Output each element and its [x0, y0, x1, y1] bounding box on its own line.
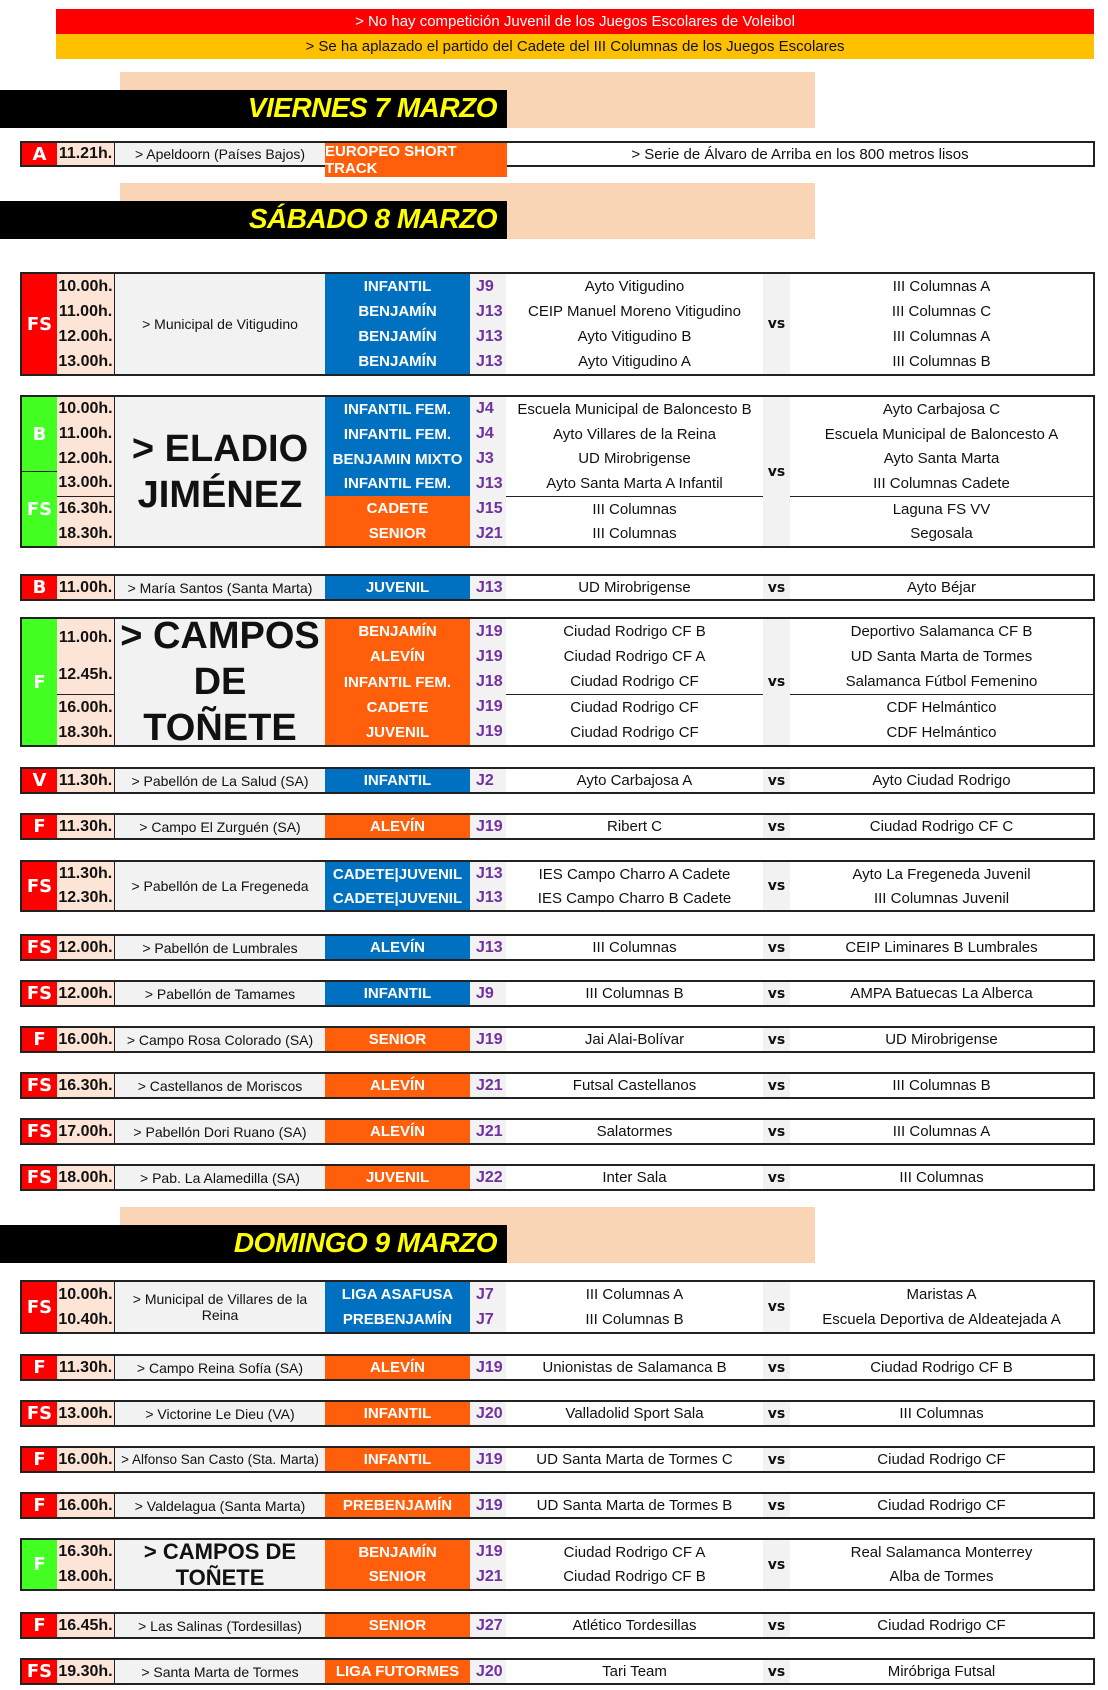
- sport-badge-voleibol: V: [22, 769, 57, 792]
- time-cell: 16.00h.: [57, 1028, 115, 1051]
- away-team-cell: III Columnas A: [892, 1123, 991, 1140]
- event-pabellon-la-salud: [20, 767, 1095, 794]
- time-cell: 10.00h. 11.00h. 12.00h. 13.00h. 16.30h. 18.30h.: [57, 397, 115, 546]
- away-team-cell: Ayto Carbajosa C Escuela Municipal de Baloncesto A Ayto Santa Marta III Columnas Cadete Laguna FS VV Segosala: [790, 397, 1093, 546]
- category-cell: SENIOR: [325, 1028, 470, 1051]
- venue-cell: > María Santos (Santa Marta): [115, 576, 325, 599]
- vs-label: vs: [763, 862, 790, 910]
- away-team-cell: III Columnas B: [892, 1077, 991, 1094]
- venue-cell: > Municipal de Vitigudino: [115, 274, 325, 374]
- jornada-cell: J19 J21: [470, 1540, 506, 1589]
- sport-badge-baloncesto: B: [22, 576, 57, 599]
- away-team-cell: Real Salamanca Monterrey Alba de Tormes: [850, 1543, 1033, 1586]
- category-cell: JUVENIL: [325, 576, 470, 599]
- event-campo-el-zurguen: [20, 813, 1095, 840]
- jornada-cell: J19 J19 J18 J19 J19: [470, 619, 506, 745]
- sport-badge-futbol: F: [22, 1028, 57, 1051]
- home-team-cell: Ribert C: [606, 818, 662, 835]
- time-cell: 12.00h.: [57, 936, 115, 959]
- sport-badge-futbol-sala: FS: [22, 1402, 57, 1425]
- day-title: DOMINGO 9 MARZO: [233, 1227, 497, 1258]
- category-cell: INFANTIL FEM. INFANTIL FEM. BENJAMIN MIXTO INFANTIL FEM. CADETE SENIOR: [325, 397, 470, 546]
- sport-badge-futbol: F: [22, 1494, 57, 1517]
- home-team-cell: Inter Sala: [602, 1169, 667, 1186]
- event-description: > Serie de Álvaro de Arriba en los 800 metros lisos: [631, 145, 969, 163]
- event-group-eladio-jimenez: [20, 395, 1095, 548]
- home-team-cell: Futsal Castellanos: [572, 1077, 697, 1094]
- home-team-cell: Ciudad Rodrigo CF B Ciudad Rodrigo CF A Ciudad Rodrigo CF Ciudad Rodrigo CF Ciudad Rodrigo CF: [506, 619, 763, 745]
- category-cell: ALEVÍN: [325, 1074, 470, 1097]
- venue-cell: > Santa Marta de Tormes: [115, 1660, 325, 1683]
- away-team-cell: III Columnas: [899, 1169, 984, 1186]
- time-cell: 11.30h.: [57, 1356, 115, 1379]
- home-team-cell: Unionistas de Salamanca B: [542, 1359, 727, 1376]
- event-campo-reina-sofia: [20, 1354, 1095, 1381]
- day-header-sabado: [0, 183, 820, 259]
- category-cell: INFANTIL: [325, 982, 470, 1005]
- jornada-cell: J13: [470, 936, 506, 959]
- vs-label: vs: [763, 1540, 790, 1589]
- category-cell: ALEVÍN: [325, 815, 470, 838]
- jornada-cell: J19: [470, 1356, 506, 1379]
- category-cell: SENIOR: [325, 1614, 470, 1637]
- home-team-cell: Atlético Tordesillas: [572, 1617, 697, 1634]
- vs-label: vs: [763, 397, 790, 546]
- home-team-cell: Ayto Carbajosa A: [576, 772, 693, 789]
- jornada-cell: J22: [470, 1166, 506, 1189]
- venue-cell: > Campo El Zurguén (SA): [115, 815, 325, 838]
- sport-badge-futbol: F: [22, 1356, 57, 1379]
- venue-cell: > Pabellón Dori Ruano (SA): [115, 1120, 325, 1143]
- vs-label: vs: [763, 1448, 790, 1471]
- jornada-cell: J9: [470, 982, 506, 1005]
- jornada-cell: J19: [470, 1028, 506, 1051]
- away-team-cell: CEIP Liminares B Lumbrales: [845, 939, 1038, 956]
- time-cell: 11.00h. 12.45h. 16.00h. 18.30h.: [57, 619, 115, 745]
- jornada-cell: J4 J4 J3 J13 J15 J21: [470, 397, 506, 546]
- time-cell: 10.00h. 11.00h. 12.00h. 13.00h.: [57, 274, 115, 374]
- time-cell: 11.30h.: [57, 769, 115, 792]
- home-team-cell: IES Campo Charro A Cadete IES Campo Charro B Cadete: [537, 865, 732, 907]
- notice-voleibol: > No hay competición Juvenil de los Juegos Escolares de Voleibol: [56, 9, 1094, 34]
- venue-cell: > Pabellón de Tamames: [115, 982, 325, 1005]
- jornada-cell: J7 J7: [470, 1282, 506, 1332]
- venue-cell: > Castellanos de Moriscos: [115, 1074, 325, 1097]
- event-europeo-short-track: [20, 141, 1095, 177]
- away-team-cell: Maristas A Escuela Deportiva de Aldeatejada A: [822, 1286, 1061, 1328]
- away-team-cell: Deportivo Salamanca CF B UD Santa Marta de Tormes Salamanca Fútbol Femenino CDF Helmántico CDF Helmántico: [790, 619, 1093, 745]
- home-team-cell: III Columnas A III Columnas B: [585, 1286, 684, 1328]
- day-header-viernes: [0, 72, 820, 148]
- event-pab-la-alamedilla: [20, 1164, 1095, 1191]
- jornada-cell: J2: [470, 769, 506, 792]
- home-team-cell: Salatormes: [596, 1123, 673, 1140]
- category-cell: LIGA ASAFUSA PREBENJAMÍN: [325, 1282, 470, 1332]
- sport-badge-futbol: F: [22, 1540, 57, 1589]
- sport-badge-futbol: F: [22, 815, 57, 838]
- venue-cell: > Victorine Le Dieu (VA): [115, 1402, 325, 1425]
- away-team-cell: Ciudad Rodrigo CF: [877, 1617, 1006, 1634]
- event-pabellon-tamames: [20, 980, 1095, 1007]
- time-cell: 13.00h.: [57, 1402, 115, 1425]
- day-header-label-box: [0, 1225, 507, 1263]
- home-team-cell: III Columnas B: [585, 985, 684, 1002]
- vs-label: vs: [763, 576, 790, 599]
- time-cell: 19.30h.: [57, 1660, 115, 1683]
- venue-cell: > Pabellón de Lumbrales: [115, 936, 325, 959]
- day-title: SÁBADO 8 MARZO: [248, 203, 497, 234]
- home-team-cell: Ciudad Rodrigo CF A Ciudad Rodrigo CF B: [563, 1543, 706, 1586]
- category-cell: INFANTIL BENJAMÍN BENJAMÍN BENJAMÍN: [325, 274, 470, 374]
- home-team-cell: UD Santa Marta de Tormes C: [536, 1451, 733, 1468]
- event-group-campos-tonete-domingo: [20, 1538, 1095, 1591]
- jornada-cell: J19: [470, 1448, 506, 1471]
- vs-label: vs: [763, 769, 790, 792]
- venue-cell: > Campo Reina Sofía (SA): [115, 1356, 325, 1379]
- jornada-cell: J20: [470, 1660, 506, 1683]
- away-team-cell: Ciudad Rodrigo CF C: [869, 818, 1014, 835]
- venue-cell: > CAMPOS DE TOÑETE: [115, 619, 325, 745]
- vs-label: vs: [763, 1660, 790, 1683]
- away-team-cell: Ciudad Rodrigo CF: [877, 1497, 1006, 1514]
- jornada-cell: J13: [470, 576, 506, 599]
- jornada-cell: J19: [470, 1494, 506, 1517]
- event-group-campos-tonete: [20, 617, 1095, 747]
- category-cell: LIGA FUTORMES: [325, 1660, 470, 1683]
- sport-badge-futbol: F: [22, 619, 57, 745]
- day-header-label-box: [0, 90, 507, 128]
- vs-label: vs: [763, 1120, 790, 1143]
- vs-label: vs: [763, 936, 790, 959]
- venue-cell: > Pab. La Alamedilla (SA): [115, 1166, 325, 1189]
- event-group-villares-de-la-reina: [20, 1280, 1095, 1334]
- event-group-la-fregeneda: [20, 860, 1095, 912]
- jornada-cell: J13 J13: [470, 862, 506, 910]
- venue-cell: > ELADIO JIMÉNEZ: [115, 397, 325, 546]
- category-cell: INFANTIL: [325, 769, 470, 792]
- time-cell: 18.00h.: [57, 1166, 115, 1189]
- venue-cell: > Valdelagua (Santa Marta): [115, 1494, 325, 1517]
- time-cell: 16.00h.: [57, 1494, 115, 1517]
- home-team-cell: III Columnas: [592, 939, 677, 956]
- venue-cell: > Municipal de Villares de la Reina: [115, 1282, 325, 1332]
- category-cell: PREBENJAMÍN: [325, 1494, 470, 1517]
- category-cell: INFANTIL: [325, 1448, 470, 1471]
- home-team-cell: Escuela Municipal de Baloncesto B Ayto Villares de la Reina UD Mirobrigense Ayto Santa Marta A Infantil III Columnas III Columnas: [506, 397, 763, 546]
- day-header-domingo: [0, 1207, 820, 1283]
- time-cell: 16.00h.: [57, 1448, 115, 1471]
- category-cell: EUROPEO SHORT TRACK: [325, 143, 507, 165]
- time-cell: 12.00h.: [57, 982, 115, 1005]
- home-team-cell: Ayto Vitigudino CEIP Manuel Moreno Vitigudino Ayto Vitigudino B Ayto Vitigudino A: [528, 278, 741, 370]
- time-cell: 11.21h.: [57, 143, 115, 165]
- sport-badge-atletismo: A: [22, 143, 57, 165]
- vs-label: vs: [763, 274, 790, 374]
- venue-cell: > Campo Rosa Colorado (SA): [115, 1028, 325, 1051]
- category-cell: BENJAMÍN SENIOR: [325, 1540, 470, 1589]
- notice-cadete-aplazado: > Se ha aplazado el partido del Cadete del III Columnas de los Juegos Escolares: [56, 34, 1094, 59]
- home-team-cell: Jai Alai-Bolívar: [584, 1031, 685, 1048]
- event-las-salinas: [20, 1612, 1095, 1639]
- event-valdelagua: [20, 1492, 1095, 1519]
- vs-label: vs: [763, 1614, 790, 1637]
- sport-badge-futbol: F: [22, 1614, 57, 1637]
- home-team-cell: Valladolid Sport Sala: [565, 1405, 704, 1422]
- sport-badge-futbol-sala: FS: [22, 1166, 57, 1189]
- sport-badge-futbol: F: [22, 1448, 57, 1471]
- vs-label: vs: [763, 1074, 790, 1097]
- event-santa-marta-de-tormes: [20, 1658, 1095, 1685]
- category-cell: ALEVÍN: [325, 1356, 470, 1379]
- category-cell: CADETE|JUVENIL CADETE|JUVENIL: [325, 862, 470, 910]
- category-cell: BENJAMÍN ALEVÍN INFANTIL FEM. CADETE JUVENIL: [325, 619, 470, 745]
- event-castellanos-moriscos: [20, 1072, 1095, 1099]
- time-cell: 11.00h.: [57, 576, 115, 599]
- away-team-cell: Ciudad Rodrigo CF B: [870, 1359, 1013, 1376]
- category-cell: ALEVÍN: [325, 936, 470, 959]
- venue-cell: > Las Salinas (Tordesillas): [115, 1614, 325, 1637]
- time-cell: 10.00h. 10.40h.: [57, 1282, 115, 1332]
- day-title: VIERNES 7 MARZO: [247, 92, 497, 123]
- sport-badge-futbol-sala: FS: [22, 982, 57, 1005]
- venue-cell: > Pabellón de La Salud (SA): [115, 769, 325, 792]
- vs-label: vs: [763, 1028, 790, 1051]
- category-cell: JUVENIL: [325, 1166, 470, 1189]
- time-cell: 16.45h.: [57, 1614, 115, 1637]
- vs-label: vs: [763, 619, 790, 745]
- jornada-cell: J21: [470, 1074, 506, 1097]
- venue-cell: > CAMPOS DE TOÑETE: [115, 1540, 325, 1589]
- away-team-cell: Ciudad Rodrigo CF: [877, 1451, 1006, 1468]
- sport-badge-futbol-sala: FS: [22, 1660, 57, 1683]
- home-team-cell: UD Santa Marta de Tormes B: [536, 1497, 733, 1514]
- vs-label: vs: [763, 982, 790, 1005]
- event-campo-rosa-colorado: [20, 1026, 1095, 1053]
- jornada-cell: J21: [470, 1120, 506, 1143]
- day-header-label-box: [0, 201, 507, 239]
- event-maria-santos: [20, 574, 1095, 601]
- time-cell: 16.30h.: [57, 1074, 115, 1097]
- event-group-vitigudino: [20, 272, 1095, 376]
- away-team-cell: Ayto Ciudad Rodrigo: [872, 772, 1011, 789]
- away-team-cell: AMPA Batuecas La Alberca: [850, 985, 1033, 1002]
- home-team-cell: UD Mirobrigense: [578, 579, 691, 596]
- away-team-cell: Ayto Béjar: [907, 579, 976, 596]
- jornada-cell: J20: [470, 1402, 506, 1425]
- event-pabellon-lumbrales: [20, 934, 1095, 961]
- category-cell: INFANTIL: [325, 1402, 470, 1425]
- event-victorine-le-dieu: [20, 1400, 1095, 1427]
- sport-badge-baloncesto-futbol-sala: B FS: [22, 397, 57, 546]
- time-cell: 11.30h. 12.30h.: [57, 862, 115, 910]
- event-alfonso-san-casto: [20, 1446, 1095, 1473]
- vs-label: vs: [763, 815, 790, 838]
- sport-badge-futbol-sala: FS: [22, 274, 57, 374]
- vs-label: vs: [763, 1166, 790, 1189]
- event-pabellon-dori-ruano: [20, 1118, 1095, 1145]
- away-team-cell: Ayto La Fregeneda Juvenil III Columnas Juvenil: [852, 865, 1031, 907]
- away-team-cell: III Columnas: [899, 1405, 984, 1422]
- sport-badge-futbol-sala: FS: [22, 936, 57, 959]
- venue-cell: > Alfonso San Casto (Sta. Marta): [115, 1448, 325, 1471]
- home-team-cell: Tari Team: [602, 1663, 667, 1680]
- time-cell: 17.00h.: [57, 1120, 115, 1143]
- time-cell: 16.30h. 18.00h.: [57, 1540, 115, 1589]
- vs-label: vs: [763, 1494, 790, 1517]
- sport-badge-futbol-sala: FS: [22, 1120, 57, 1143]
- category-cell: ALEVÍN: [325, 1120, 470, 1143]
- sport-badge-futbol-sala: FS: [22, 1074, 57, 1097]
- away-team-cell: III Columnas A III Columnas C III Columnas A III Columnas B: [891, 278, 992, 370]
- venue-cell: > Pabellón de La Fregeneda: [115, 862, 325, 910]
- venue-cell: > Apeldoorn (Países Bajos): [115, 143, 325, 165]
- away-team-cell: Miróbriga Futsal: [887, 1663, 996, 1680]
- vs-label: vs: [763, 1402, 790, 1425]
- jornada-cell: J27: [470, 1614, 506, 1637]
- away-team-cell: UD Mirobrigense: [885, 1031, 998, 1048]
- sport-badge-futbol-sala: FS: [22, 862, 57, 910]
- time-cell: 11.30h.: [57, 815, 115, 838]
- sport-badge-futbol-sala: FS: [22, 1282, 57, 1332]
- vs-label: vs: [763, 1282, 790, 1332]
- jornada-cell: J19: [470, 815, 506, 838]
- jornada-cell: J9 J13 J13 J13: [470, 274, 506, 374]
- vs-label: vs: [763, 1356, 790, 1379]
